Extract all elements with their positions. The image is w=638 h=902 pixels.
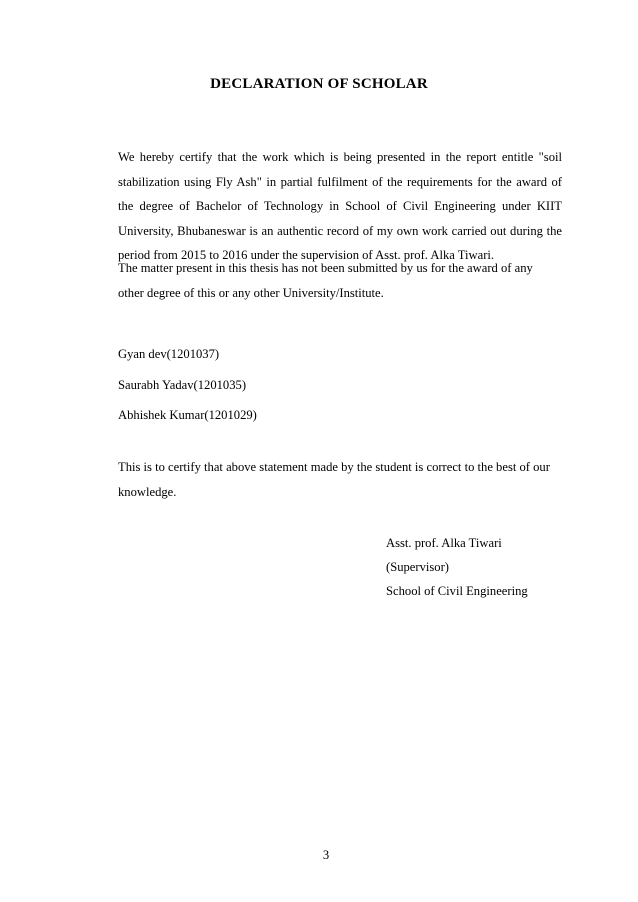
supervisor-name: Asst. prof. Alka Tiwari — [386, 536, 502, 550]
submission-paragraph: The matter present in this thesis has not been submitted by us for the award of any other degree of this or any other University/Institute. — [118, 261, 533, 300]
page-title: DECLARATION OF SCHOLAR — [210, 76, 428, 92]
scholar-name-3: Abhishek Kumar(1201029) — [118, 408, 257, 422]
supervisor-role: (Supervisor) — [386, 560, 449, 574]
page-number: 3 — [322, 848, 330, 862]
certification-paragraph: This is to certify that above statement made by the student is correct to the best of our knowledge. — [118, 460, 550, 499]
scholar-name-2: Saurabh Yadav(1201035) — [118, 378, 247, 392]
declaration-paragraph: We hereby certify that the work which is being presented in the report entitle "soil stabilization using Fly Ash" in partial fulfilment of the requirements for the award of the degree of Bachelor of Technology in School of Civil Engineering under KIIT University, Bhubaneswar is an authentic record of my own work carried out during the period from 2015 to 2016 under the supervision of Asst. prof. Alka Tiwari. — [118, 150, 562, 263]
supervisor-school: School of Civil Engineering — [386, 584, 528, 598]
scholar-name-1: Gyan dev(1201037) — [118, 347, 220, 361]
